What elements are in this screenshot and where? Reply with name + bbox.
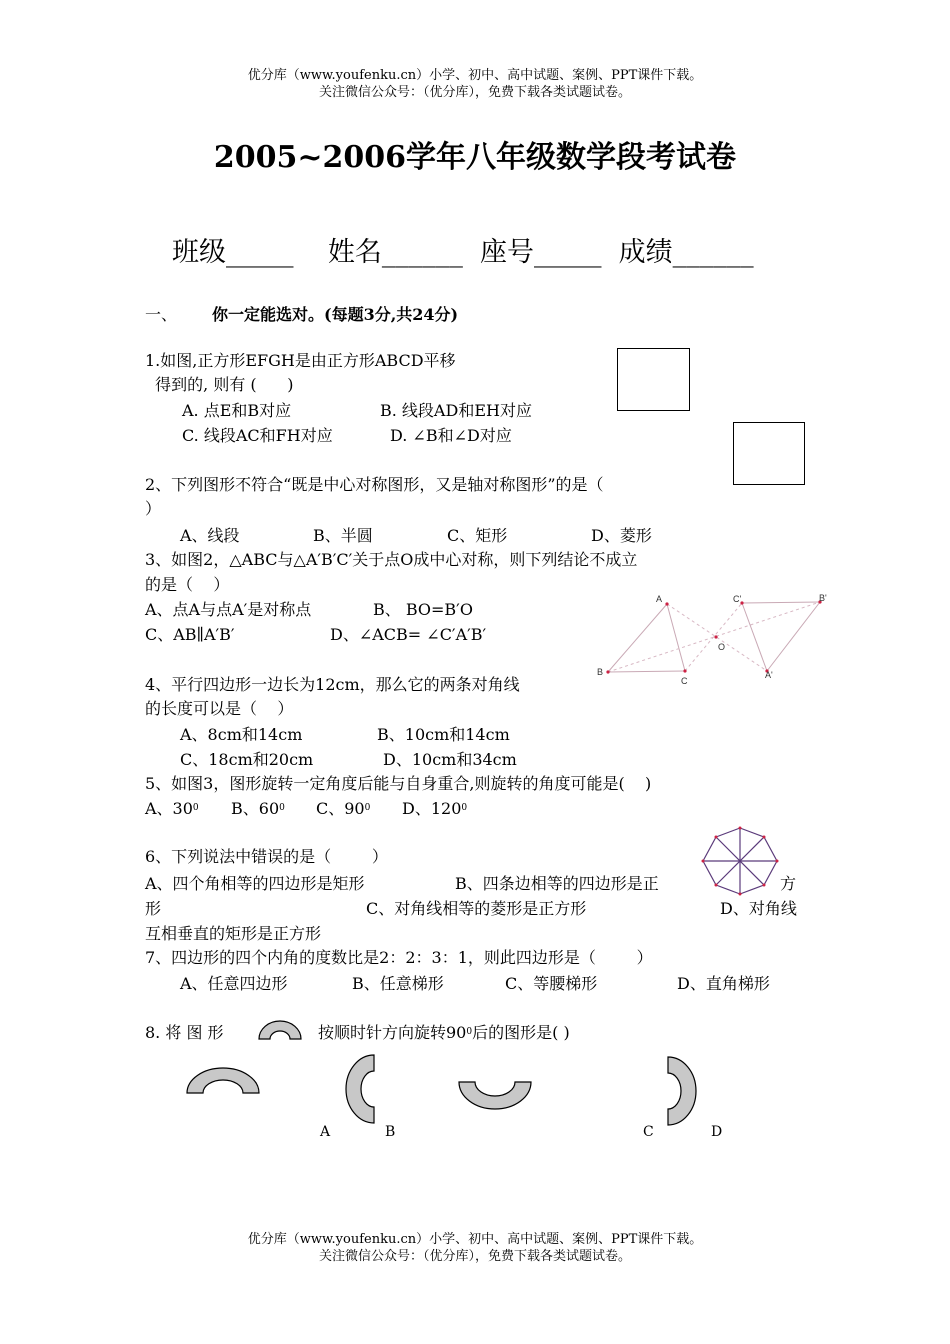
q3-option-c: C、AB∥A′B′ (145, 625, 235, 644)
q1-stem-1: 1.如图,正方形EFGH是由正方形ABCD平移 (145, 351, 456, 370)
q5-option-b: B、$60^0$ (231, 799, 285, 818)
label-c: C (681, 676, 688, 685)
label-o: O (718, 642, 726, 652)
label-a-prime: A' (765, 670, 773, 680)
q5-stem: 5、如图3，图形旋转一定角度后能与自身重合,则旋转的角度可能是( ) (145, 774, 652, 793)
q6-stem: 6、下列说法中错误的是（ ） (145, 847, 388, 866)
q7-option-d: D、直角梯形 (677, 974, 770, 993)
q6-option-a: A、四个角相等的四边形是矩形 (145, 874, 365, 893)
label-b-prime: B' (819, 593, 827, 603)
q8-original-arch-shape (257, 1018, 303, 1044)
q5-option-d: D、$120^0$ (402, 799, 468, 818)
q1-option-c: C. 线段AC和FH对应 (182, 426, 333, 445)
pinwheel-figure (695, 825, 785, 897)
q4-option-d: D、10cm和34cm (383, 750, 517, 769)
q8-label-d: D (711, 1124, 723, 1140)
student-info: 班级_____ 姓名______ 座号_____ 成绩______ (172, 237, 754, 268)
q4-option-c: C、18cm和20cm (180, 750, 314, 769)
q8-label-a: A (320, 1124, 331, 1140)
q2-option-b: B、半圆 (313, 526, 373, 545)
label-a: A (656, 594, 663, 604)
q7-stem: 7、四边形的四个内角的度数比是2：2：3：1，则此四边形是（ ） (145, 948, 653, 967)
q8-choice-d-shape (664, 1055, 700, 1127)
page-title: 2005~2006学年八年级数学段考试卷 (213, 140, 737, 175)
q7-option-a: A、任意四边形 (180, 974, 288, 993)
q1-option-b: B. 线段AD和EH对应 (380, 401, 532, 420)
q8-choice-c-shape (456, 1079, 534, 1111)
q3-stem-2: 的是（ ） (145, 575, 230, 594)
q2-stem-2: ） (145, 499, 162, 518)
q2-stem-1: 2、下列图形不符合“既是中心对称图形，又是轴对称图形”的是（ (145, 475, 604, 494)
footer-line-1: 优分库（www.youfenku.cn）小学、初中、高中试题、案例、PPT课件下载。 (247, 1232, 703, 1247)
header-line-1: 优分库（www.youfenku.cn）小学、初中、高中试题、案例、PPT课件下载。 (247, 68, 703, 83)
q5-option-c: C、$90^0$ (316, 799, 371, 818)
q4-option-a: A、8cm和14cm (180, 725, 303, 744)
header-line-2: 关注微信公众号：（优分库），免费下载各类试题试卷。 (318, 85, 631, 100)
q6-option-b-wrap: 形 (145, 899, 162, 918)
q1-stem-2: 得到的, 则有 ( ) (145, 375, 294, 394)
square-efgh-figure (733, 422, 805, 485)
q7-option-b: B、任意梯形 (352, 974, 444, 993)
central-symmetry-figure (590, 590, 840, 685)
q6-option-d-wrap: 互相垂直的矩形是正方形 (145, 924, 322, 943)
q5-option-a: A、$30^0$ (145, 799, 199, 818)
q2-option-c: C、矩形 (447, 526, 508, 545)
q6-option-d: D、对角线 (720, 899, 797, 918)
q3-option-b: B、 BO=B′O (373, 600, 473, 619)
q6-option-c: C、对角线相等的菱形是正方形 (366, 899, 587, 918)
q8-label-b: B (385, 1124, 396, 1140)
q2-option-a: A、线段 (180, 526, 240, 545)
q6-option-b: B、四条边相等的四边形是正 (455, 874, 659, 893)
section-heading: 你一定能选对。(每题3分,共24分) (212, 305, 459, 324)
q1-option-d: D. ∠B和∠D对应 (390, 426, 512, 445)
label-c-prime: C' (733, 594, 742, 604)
q1-option-a: A. 点E和B对应 (182, 401, 292, 420)
square-abcd-figure (617, 348, 690, 411)
q4-stem-1: 4、平行四边形一边长为12cm，那么它的两条对角线 (145, 675, 520, 694)
q3-option-a: A、点A与点A′是对称点 (145, 600, 312, 619)
label-b: B (597, 667, 604, 677)
q8-stem-middle: 按顺时针方向旋转$90^0$后的图形是( ) (318, 1023, 570, 1042)
q2-option-d: D、菱形 (591, 526, 652, 545)
q4-stem-2: 的长度可以是（ ） (145, 699, 294, 718)
q8-stem-start: 8. 将 图 形 (145, 1023, 224, 1042)
q3-stem-1: 3、如图2，△ABC与△A′B′C′关于点O成中心对称，则下列结论不成立 (145, 550, 638, 569)
q8-choice-a-shape (184, 1066, 262, 1096)
q3-option-d: D、∠ACB= ∠C′A′B′ (330, 625, 487, 644)
q8-choice-b-shape (342, 1053, 378, 1125)
q8-label-c: C (643, 1124, 654, 1140)
q6-option-b-end: 方 (780, 874, 797, 893)
footer-line-2: 关注微信公众号：（优分库），免费下载各类试题试卷。 (318, 1249, 631, 1264)
q7-option-c: C、等腰梯形 (505, 974, 598, 993)
q4-option-b: B、10cm和14cm (377, 725, 510, 744)
section-number: 一、 (145, 305, 178, 324)
